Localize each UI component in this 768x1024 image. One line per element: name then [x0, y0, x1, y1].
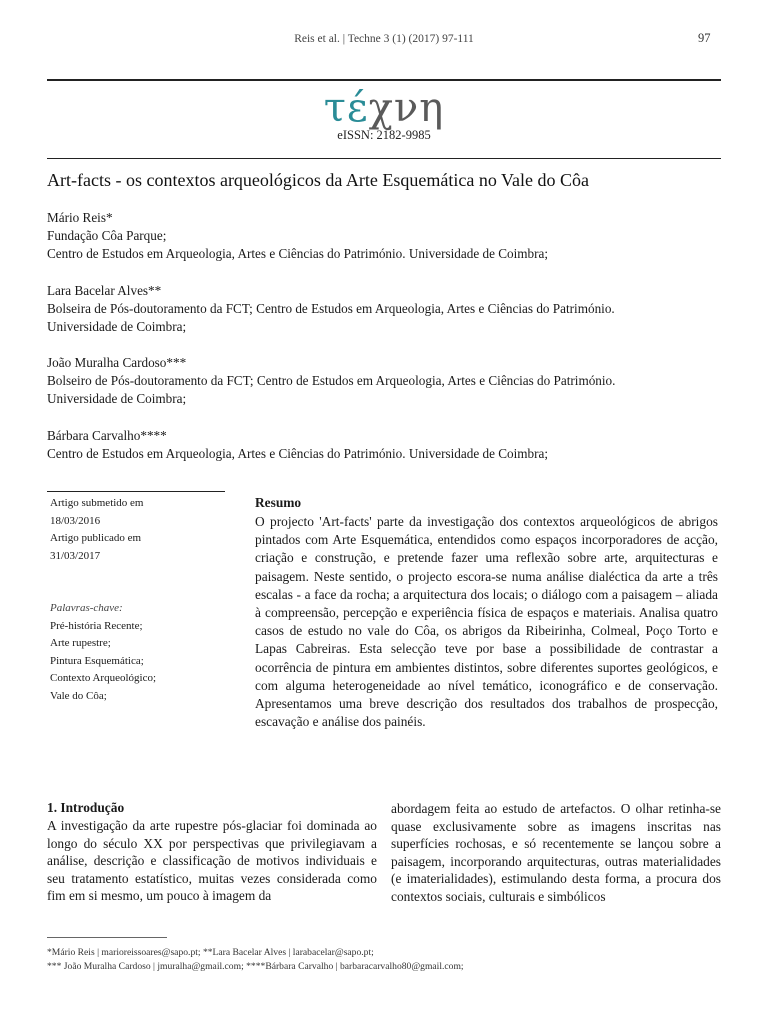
submitted-date: 18/03/2016: [50, 514, 101, 527]
keywords-label: Palavras-chave:: [50, 602, 123, 614]
keyword: Contexto Arqueológico;: [50, 672, 157, 685]
logo-part-teal: τέ: [323, 85, 369, 131]
author-name: Mário Reis*: [47, 210, 113, 225]
author-affiliation: Bolseiro de Pós-doutoramento da FCT; Centro de Estudos em Arqueologia, Artes e Ciências do Património.: [47, 373, 616, 388]
section-title: 1. Introdução: [47, 800, 125, 815]
author-affiliation: Bolseira de Pós-doutoramento da FCT; Centro de Estudos em Arqueologia, Artes e Ciências do Património.: [47, 301, 615, 316]
author-block-3: [47, 354, 727, 408]
intro-column-1: A investigação da arte rupestre pós-glaciar foi dominada ao longo do século XX por perspectivas que privilegiavam a análise, descrição e classificação de motivos individuais e seu tratamento estatístico, muitas vezes considerada como fim em si mesmo, um pouco à imagem da: [47, 818, 377, 904]
author-name: Lara Bacelar Alves**: [47, 283, 162, 298]
keyword: Pré-história Recente;: [50, 619, 143, 632]
footnote-line: *Mário Reis | marioreissoares@sapo.pt; **Lara Bacelar Alves | larabacelar@sapo.pt;: [47, 947, 374, 958]
article-title: Art-facts - os contextos arqueológicos da Arte Esquemática no Vale do Côa: [47, 170, 590, 190]
footnote-line: *** João Muralha Cardoso | jmuralha@gmail.com; ****Bárbara Carvalho | barbaracarvalho80@gmail.com;: [47, 961, 464, 972]
journal-logo: [0, 85, 768, 131]
published-label: Artigo publicado em: [50, 532, 142, 545]
author-affiliation: Fundação Côa Parque;: [47, 228, 167, 243]
keyword: Vale do Côa;: [50, 689, 107, 702]
author-block-2: [47, 282, 727, 336]
author-affiliation: Centro de Estudos em Arqueologia, Artes e Ciências do Património. Universidade de Coimbra;: [47, 446, 549, 461]
keywords: [50, 600, 230, 706]
logo-part-grey: χνη: [368, 85, 445, 131]
eissn: eISSN: 2182-9985: [337, 128, 431, 142]
submitted-label: Artigo submetido em: [50, 497, 144, 509]
keyword: Arte rupestre;: [50, 637, 111, 650]
author-name: Bárbara Carvalho****: [47, 428, 167, 443]
footnote-rule: [47, 937, 167, 938]
title-rule: [47, 158, 721, 159]
keyword: Pintura Esquemática;: [50, 654, 144, 667]
author-block-4: [47, 427, 727, 463]
author-affiliation: Universidade de Coimbra;: [47, 391, 187, 406]
intro-column-2: abordagem feita ao estudo de artefactos. O olhar retinha-se quase exclusivamente sobre as imagens inscritas nas superfícies rochosas, e só recentemente se lançou sobre a paisagem, incorporando arquitecturas, outras materialidades (e imaterialidades), estimulando desta forma, a procura dos contextos sociais, culturais e simbólicos: [391, 801, 721, 904]
published-date: 31/03/2017: [50, 549, 101, 562]
running-header: Reis et al. | Techne 3 (1) (2017) 97-111: [294, 33, 474, 45]
article-dates: [50, 495, 230, 565]
abstract-title: Resumo: [255, 495, 302, 510]
author-block-1: [47, 209, 727, 263]
author-name: João Muralha Cardoso***: [47, 355, 187, 370]
header-rule: [47, 79, 721, 81]
sidebar-rule: [47, 491, 225, 492]
author-affiliation: Universidade de Coimbra;: [47, 319, 187, 334]
page-number: 97: [698, 31, 711, 45]
author-affiliation: Centro de Estudos em Arqueologia, Artes e Ciências do Património. Universidade de Coimbra;: [47, 246, 549, 261]
abstract-text: O projecto 'Art-facts' parte da investigação dos contextos arqueológicos de abrigos pintados com Arte Esquemática, entendidos como espaços incorporadores de acção, criação e construção, e pretende fazer uma reflexão sobre arte, arquitecturas e paisagem. Neste sentido, o projecto escora-se numa análise dialéctica da arte a três escalas - a face da rocha; a arquitectura dos locais; o diálogo com a paisagem – aliada à compreensão, percepção e experiência física de espaços e materiais. Analisa quatro casos de estudo no vale do Côa, os abrigos da Ribeirinha, Colmeal, Poço Torto e Lapas Cabreiras. Esta selecção teve por base a possibilidade de contrastar a ocorrência de pintura em ambientes distintos, sobre diferentes suportes geológicos, e com alguma heterogeneidade ao nível temático, iconográfico e de conservação. Apresentamos uma breve descrição dos resultados dos trabalhos de prospecção, escavação e análise dos painéis.: [255, 514, 718, 730]
